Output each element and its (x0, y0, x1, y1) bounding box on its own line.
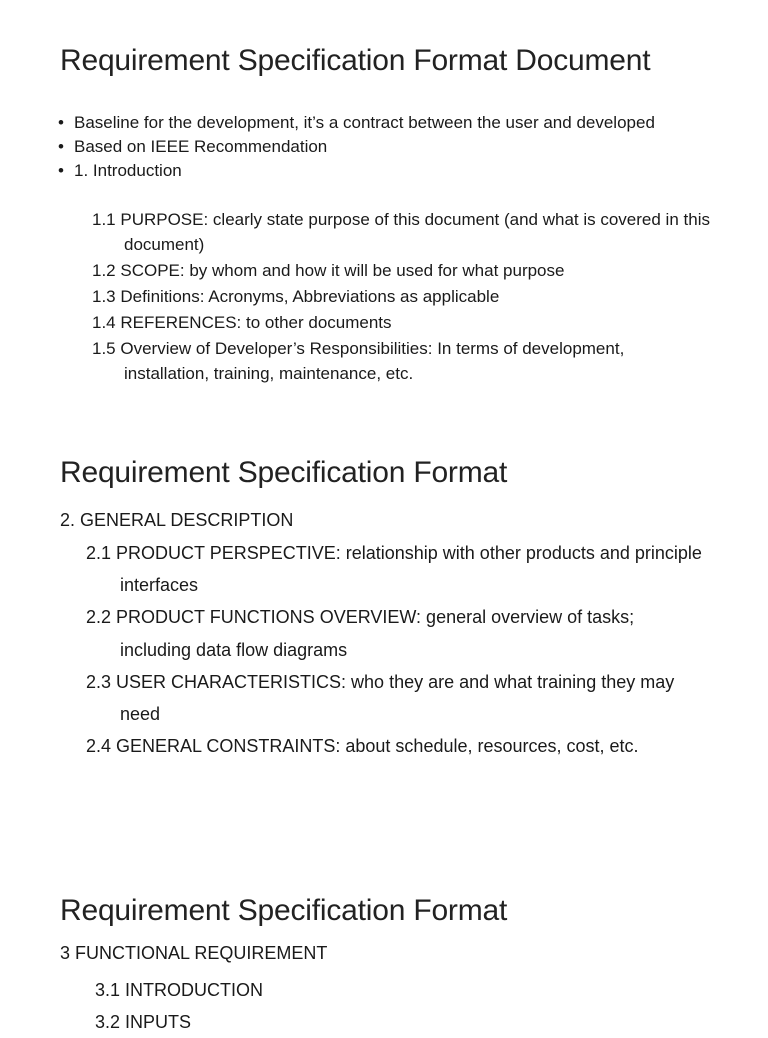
section-item: 2.3 USER CHARACTERISTICS: who they are and what training they may need (86, 671, 675, 725)
section-item-list (95, 974, 263, 1038)
subitem: 1.5 Overview of Developer’s Responsibilities: In terms of development, installation, training, maintenance, etc. (92, 339, 625, 383)
slide-general-description (0, 440, 768, 800)
subitem: 1.3 Definitions: Acronyms, Abbreviations as applicable (92, 287, 500, 306)
section-heading: 3 FUNCTIONAL REQUIREMENT (60, 943, 328, 963)
bullet-item: • 1. Introduction (58, 162, 718, 179)
slide-title: Requirement Specification Format Document (60, 44, 651, 77)
section-item: 2.1 PRODUCT PERSPECTIVE: relationship with other products and principle interfaces (86, 543, 702, 596)
section-item: 3.2 INPUTS (95, 1012, 192, 1032)
slide-requirement-spec-document (0, 0, 768, 410)
bullet-list (58, 114, 718, 186)
subitem: 1.1 PURPOSE: clearly state purpose of this document (and what is covered in this document) (92, 210, 710, 254)
slide-title: Requirement Specification Format (60, 894, 508, 927)
section-heading: 2. GENERAL DESCRIPTION (60, 510, 294, 530)
subitem: 1.2 SCOPE: by whom and how it will be used for what purpose (92, 261, 565, 280)
section-item-list (86, 537, 706, 762)
bullet-item: • Based on IEEE Recommendation (58, 138, 718, 155)
section-item: 3.1 INTRODUCTION (95, 980, 264, 1000)
slide-functional-requirement (0, 880, 768, 1032)
subitem: 1.4 REFERENCES: to other documents (92, 313, 392, 332)
section-item: 2.4 GENERAL CONSTRAINTS: about schedule, resources, cost, etc. (86, 736, 639, 757)
bullet-item: • Baseline for the development, it’s a contract between the user and developed (58, 114, 718, 131)
introduction-subitems (92, 207, 712, 387)
section-item: 2.2 PRODUCT FUNCTIONS OVERVIEW: general overview of tasks; including data flow diagrams (86, 607, 635, 660)
slide-title: Requirement Specification Format (60, 456, 508, 489)
